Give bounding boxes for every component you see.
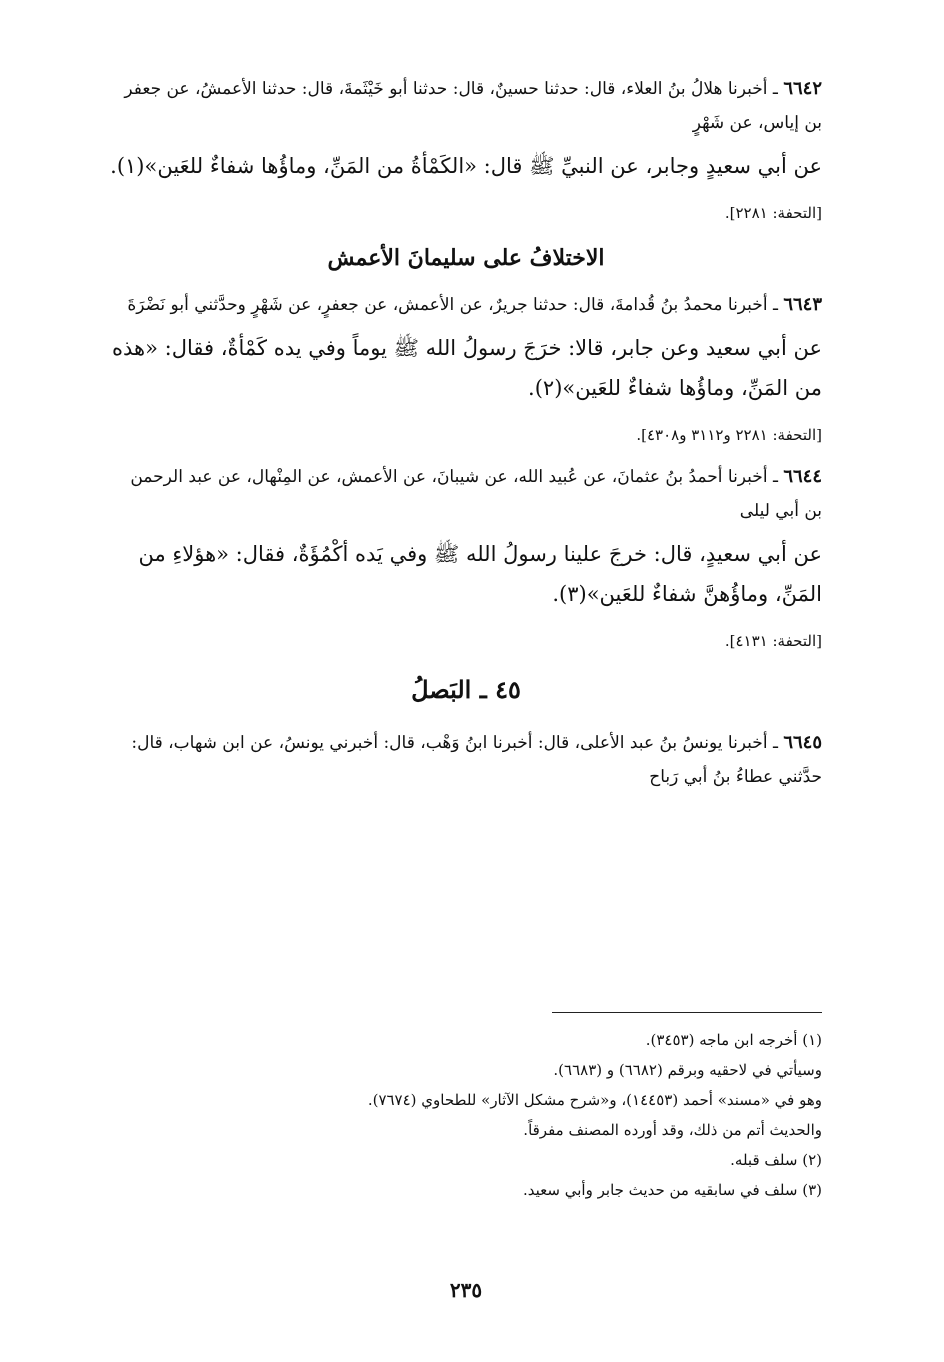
footnote: وسيأتي في لاحقيه وبرقم (٦٦٨٢) و (٦٦٨٣). [553,1061,822,1079]
hadith-isnad [110,460,822,528]
hadith-matn: عن أبي سعيدٍ، قال: خرجَ علينا رسولُ الله ﷺ وفي يَده أكْمُؤَةٌ، فقال: «هؤلاءِ من المَنِّ، وماؤُهنَّ شفاءٌ للعَين»(٣). [138,542,822,606]
hadith-number: ٦٦٤٤ [783,466,822,487]
footnote: (١) أخرجه ابن ماجه (٣٤٥٣). [645,1031,822,1049]
hadith-matn: عن أبي سعيدٍ وجابر، عن النبيِّ ﷺ قال: «الكَمْأةُ من المَنِّ، وماؤُها شفاءٌ للعَين»(١). [110,154,822,178]
hadith-number: ٦٦٤٣ [783,294,822,315]
hadith-6643 [110,288,822,448]
hadith-6644 [110,460,822,654]
isnad-text: ـ أخبرنا يونسُ بنُ عبد الأعلى، قال: أخبرنا ابنُ وَهْب، قال: أخبرني يونسُ، عن ابن شهاب، قال: حدَّثني عطاءُ بنُ أبي رَباح [131,733,822,787]
footnote: (٣) سلف في سابقيه من حديث جابر وأبي سعيد. [523,1181,822,1199]
hadith-isnad [110,726,822,794]
section-heading: الاختلافُ على سليمانَ الأعمش [327,245,605,271]
page-number: ٢٣٥ [449,1278,483,1302]
footnote: والحديث أتم من ذلك، وقد أورده المصنف مفرقاً. [523,1121,822,1139]
hadith-matn: عن أبي سعيد وعن جابر، قالا: خرَجَ رسولُ الله ﷺ يوماً وفي يده كَمْأةٌ، فقال: «هذه من المَنِّ، وماؤُها شفاءٌ للعَين»(٢). [112,336,822,400]
chapter-heading: ٤٥ ـ البَصلُ [411,675,521,704]
hadith-isnad [110,288,822,322]
footnote: (٢) سلف قبله. [730,1151,822,1169]
tuhfa-reference: [التحفة: ٢٢٨١ و٣١١٢ و٤٣٠٨]. [636,426,822,444]
hadith-number: ٦٦٤٢ [783,78,822,99]
isnad-text: ـ أخبرنا محمدُ بنُ قُدامةَ، قال: حدثنا جريرٌ، عن الأعمش، عن جعفرٍ، عن شَهْرٍ وحدَّثني أبو نَضْرَةَ [127,295,784,315]
isnad-text: ـ أخبرنا أحمدُ بنُ عثمانَ، عن عُبيد الله، عن شيبانَ، عن الأعمش، عن المِنْهال، عن عبد الرحمن بن أبي ليلى [130,467,822,521]
footnote: وهو في «مسند» أحمد (١٤٤٥٣)، و«شرح مشكل الآثار» للطحاوي (٧٦٧٤). [367,1091,822,1109]
footnote-divider [552,1012,822,1013]
tuhfa-reference: [التحفة: ٤١٣١]. [724,632,822,650]
hadith-isnad [110,72,822,140]
book-page [110,72,822,1302]
hadith-6645 [110,726,822,794]
footnotes [110,1012,822,1205]
tuhfa-reference: [التحفة: ٢٢٨١]. [724,204,822,222]
isnad-text: ـ أخبرنا هلالُ بنُ العلاء، قال: حدثنا حسينٌ، قال: حدثنا أبو خَيْثَمةَ، قال: حدثنا الأعمشُ، عن جعفر بن إياس، عن شَهْرٍ [124,79,822,133]
hadith-6642 [110,72,822,226]
hadith-number: ٦٦٤٥ [783,732,822,753]
